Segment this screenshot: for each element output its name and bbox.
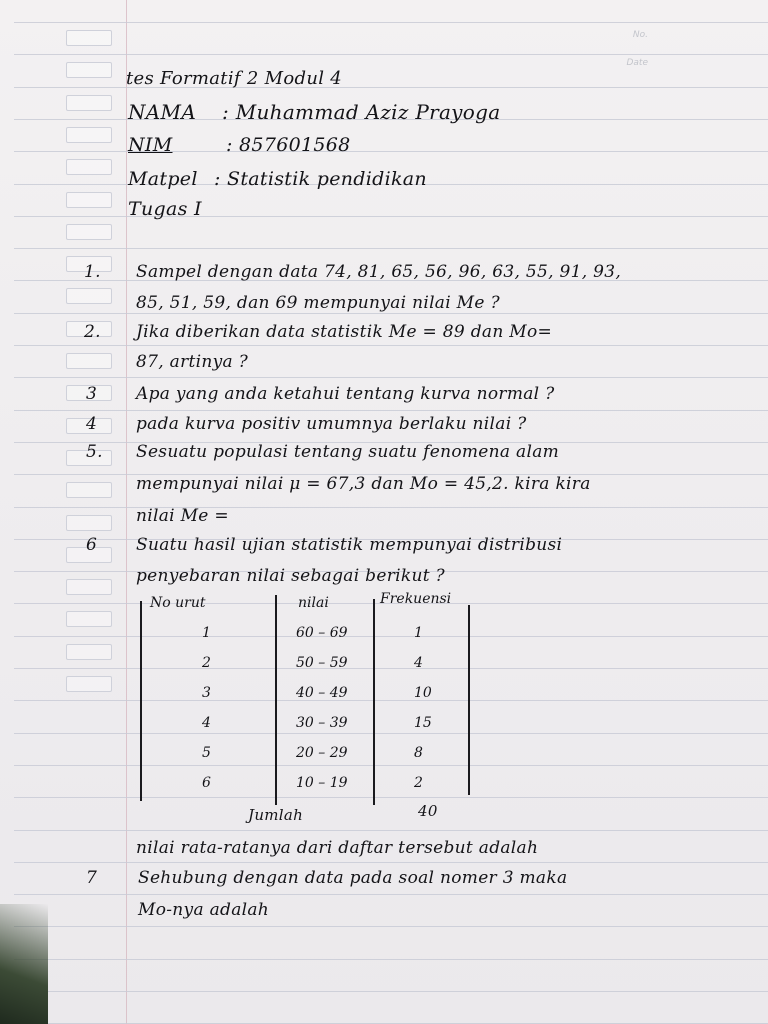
ruled-line	[14, 959, 768, 960]
table-cell-r1-c3: 1	[414, 625, 423, 641]
margin-box	[66, 95, 112, 111]
table-cell-r5-c1: 5	[202, 745, 211, 761]
name-value: : Muhammad Aziz Prayoga	[222, 100, 501, 124]
margin-box	[66, 192, 112, 208]
matpel-value: : Statistik pendidikan	[214, 168, 427, 190]
margin-box	[66, 644, 112, 660]
table-border-left	[140, 601, 142, 801]
ruled-line	[14, 345, 768, 346]
question-3-line-1: Apa yang anda ketahui tentang kurva normal ?	[136, 384, 555, 404]
ruled-line	[14, 991, 768, 992]
question-6-number: 6	[86, 535, 98, 555]
question-2-line-1: Jika diberikan data statistik Me = 89 dan Mo=	[136, 322, 553, 342]
margin-box	[66, 62, 112, 78]
ruled-line	[14, 926, 768, 927]
name-label: NAMA	[128, 100, 197, 124]
page-corner-shadow	[0, 904, 48, 1024]
table-border-right	[468, 605, 470, 795]
question-5-number: 5.	[86, 442, 103, 462]
question-2-number: 2.	[84, 322, 101, 342]
question-1-line-1: Sampel dengan data 74, 81, 65, 56, 96, 63, 55, 91, 93,	[136, 262, 622, 282]
margin-box	[66, 515, 112, 531]
table-divider-2	[373, 599, 375, 805]
margin-box	[66, 224, 112, 240]
question-7-line-2: Mo-nya adalah	[138, 900, 270, 920]
matpel-label: Matpel	[128, 168, 198, 190]
table-total-label: Jumlah	[248, 806, 304, 824]
ruled-line	[14, 830, 768, 831]
question-3-number: 3	[86, 384, 98, 404]
ruled-line	[14, 248, 768, 249]
table-header-no: No urut	[150, 595, 206, 611]
margin-line	[126, 0, 127, 1024]
ruled-line	[14, 894, 768, 895]
question-2-line-2: 87, artinya ?	[136, 352, 249, 372]
table-cell-r6-c1: 6	[202, 775, 211, 791]
corner-no-label: No.	[632, 30, 648, 40]
margin-box	[66, 611, 112, 627]
question-7-line-1: Sehubung dengan data pada soal nomer 3 maka	[138, 868, 568, 888]
table-cell-r4-c3: 15	[414, 715, 432, 731]
ruled-line	[14, 377, 768, 378]
question-5-line-3: nilai Me =	[136, 506, 229, 526]
margin-box	[66, 579, 112, 595]
table-cell-r4-c1: 4	[202, 715, 211, 731]
margin-box	[66, 288, 112, 304]
question-6-line-1: Suatu hasil ujian statistik mempunyai distribusi	[136, 535, 563, 555]
assignment-title: tes Formatif 2 Modul 4	[126, 68, 343, 89]
question-5-line-1: Sesuatu populasi tentang suatu fenomena alam	[136, 442, 560, 462]
question-6-continuation: nilai rata-ratanya dari daftar tersebut adalah	[136, 838, 539, 858]
margin-box	[66, 30, 112, 46]
table-cell-r3-c3: 10	[414, 685, 432, 701]
table-cell-r3-c1: 3	[202, 685, 211, 701]
table-cell-r3-c2: 40 – 49	[296, 685, 348, 701]
table-header-frekuensi: Frekuensi	[380, 591, 452, 607]
table-cell-r1-c1: 1	[202, 625, 211, 641]
question-6-line-2: penyebaran nilai sebagai berikut ?	[136, 566, 445, 586]
question-7-number: 7	[86, 868, 98, 888]
table-total-value: 40	[418, 802, 438, 820]
ruled-line	[14, 862, 768, 863]
margin-box	[66, 482, 112, 498]
question-4-number: 4	[86, 414, 98, 434]
table-header-nilai: nilai	[298, 595, 329, 611]
question-4-line-1: pada kurva positiv umumnya berlaku nilai ?	[136, 414, 527, 434]
ruled-line	[14, 410, 768, 411]
question-5-line-2: mempunyai nilai μ = 67,3 dan Mo = 45,2. kira kira	[136, 474, 591, 494]
frequency-table	[140, 591, 480, 805]
table-divider-1	[275, 595, 277, 805]
table-cell-r1-c2: 60 – 69	[296, 625, 348, 641]
nim-label: NIM	[128, 134, 173, 156]
table-cell-r6-c3: 2	[414, 775, 423, 791]
tugas-label: Tugas I	[128, 198, 202, 220]
ruled-line	[14, 507, 768, 508]
margin-box	[66, 353, 112, 369]
table-cell-r2-c3: 4	[414, 655, 423, 671]
question-1-number: 1.	[84, 262, 101, 282]
margin-box	[66, 159, 112, 175]
table-cell-r5-c2: 20 – 29	[296, 745, 348, 761]
table-cell-r2-c1: 2	[202, 655, 211, 671]
question-1-line-2: 85, 51, 59, dan 69 mempunyai nilai Me ?	[136, 293, 500, 313]
ruled-line	[14, 54, 768, 55]
margin-box	[66, 127, 112, 143]
nim-value: : 857601568	[226, 134, 351, 156]
margin-box	[66, 676, 112, 692]
corner-date-label: Date	[626, 58, 648, 68]
table-cell-r2-c2: 50 – 59	[296, 655, 348, 671]
ruled-line	[14, 22, 768, 23]
table-cell-r5-c3: 8	[414, 745, 423, 761]
table-cell-r6-c2: 10 – 19	[296, 775, 348, 791]
table-cell-r4-c2: 30 – 39	[296, 715, 348, 731]
